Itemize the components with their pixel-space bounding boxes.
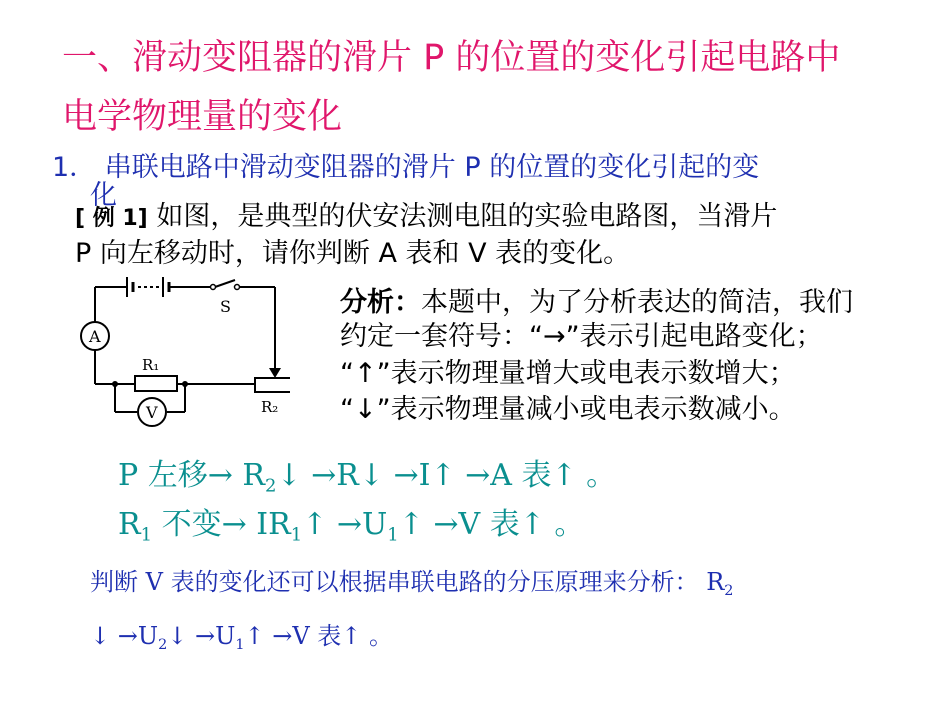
chain2-sub-b: 1 (290, 524, 303, 546)
method-sub-a: 2 (158, 637, 168, 654)
chain1-part-b: ↓ →R↓ →I↑ →A 表↑ 。 (276, 458, 617, 493)
switch-label: S (220, 297, 231, 316)
analysis-label: 分析： (340, 287, 421, 318)
rheostat-r2 (255, 378, 290, 392)
method-text-1: 判断 V 表的变化还可以根据串联电路的分压原理来分析： R (90, 568, 725, 596)
method-line-2 (90, 620, 393, 661)
method-part-b: ↓ →U (167, 622, 236, 650)
analysis-line-4: “↓”表示物理量减小或电表示数减小。 (340, 394, 796, 425)
subheading-line-2: 化 (90, 180, 117, 211)
analysis-line-3: “↑”表示物理量增大或电表示数增大； (340, 358, 796, 389)
resistor-r1 (135, 376, 177, 391)
r1-label: R₁ (142, 356, 160, 374)
heading-line-1: 一、滑动变阻器的滑片 P 的位置的变化引起电路中 (62, 38, 841, 78)
example-text-1: 如图，是典型的伏安法测电阻的实验电路图，当滑片 (147, 201, 778, 232)
heading-line-2: 电学物理量的变化 (62, 97, 343, 137)
method-sub-1: 2 (724, 583, 734, 600)
method-part-a: ↓ →U (90, 622, 159, 650)
chain-line-1 (118, 458, 616, 504)
slider-arrow (269, 368, 281, 378)
junction-left (112, 381, 118, 387)
junction-right (182, 381, 188, 387)
chain2-sub-a: 1 (140, 524, 153, 546)
ammeter-label: A (89, 327, 101, 346)
analysis-text-1: 本题中，为了分析表达的简洁，我们 (421, 287, 853, 318)
chain2-sub-c: 1 (387, 524, 399, 546)
chain2-part-a: R (118, 507, 141, 542)
example-line-1 (75, 200, 777, 235)
method-part-c: ↑ →V 表↑ 。 (244, 622, 394, 650)
chain1-sub: 2 (264, 475, 277, 497)
method-line-1 (90, 566, 733, 607)
chain1-part-a: P 左移→ R (118, 458, 265, 493)
r2-label: R₂ (261, 398, 279, 416)
method-sub-b: 1 (235, 637, 245, 654)
circuit-diagram (75, 272, 290, 432)
analysis-line-1 (340, 286, 853, 319)
example-line-2: P 向左移动时，请你判断 A 表和 V 表的变化。 (75, 238, 631, 269)
voltmeter-label: V (146, 403, 158, 422)
example-label: [ 例 1] (75, 206, 148, 231)
switch-contact-1 (211, 285, 216, 290)
chain2-part-d: ↑ →V 表↑ 。 (398, 507, 585, 542)
chain2-part-b: 不变→ IR (152, 507, 291, 542)
analysis-line-2: 约定一套符号：“→”表示引起电路变化； (340, 321, 823, 352)
chain2-part-c: ↑ →U (302, 507, 388, 542)
subheading-line-1: 1． 串联电路中滑动变阻器的滑片 P 的位置的变化引起的变 (52, 152, 760, 183)
switch-contact-2 (235, 285, 240, 290)
chain-line-2 (118, 507, 584, 553)
switch-blade (215, 280, 235, 287)
